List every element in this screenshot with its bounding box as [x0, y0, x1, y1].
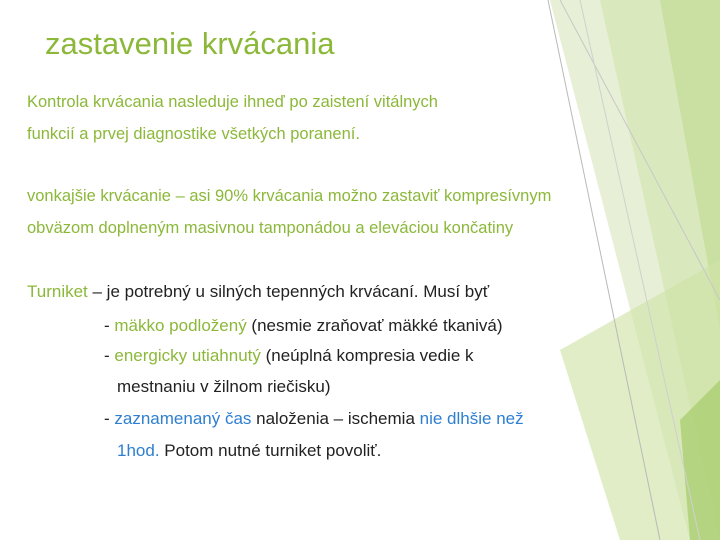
list-item-limit: 1hod. [117, 441, 160, 460]
slide-title: zastavenie krvácania [45, 26, 335, 61]
list-item-continuation [117, 377, 331, 397]
list-item-limit: nie dlhšie než [419, 409, 524, 428]
list-item-key: energicky utiahnutý [114, 346, 261, 365]
turniket-line [27, 282, 489, 302]
list-item-tightened [104, 346, 474, 366]
list-dash: - [104, 346, 115, 365]
list-item-key: mäkko podložený [114, 316, 247, 335]
list-item-text: mestnaniu v žilnom riečisku) [117, 377, 331, 396]
list-item-text: (nesmie zraňovať mäkké tkanivá) [246, 316, 503, 335]
paragraph1-line2: funkcií a prvej diagnostike všetkých poranení. [27, 125, 360, 143]
list-dash: - [104, 316, 115, 335]
list-dash: - [104, 409, 115, 428]
turniket-text: – je potrebný u silných tepenných krvácaní. Musí byť [87, 282, 490, 301]
list-item-text: (neúplná kompresia vedie k [260, 346, 474, 365]
paragraph2-line1: vonkajšie krvácanie – asi 90% krvácania možno zastaviť kompresívnym [27, 187, 552, 205]
list-item-padded [104, 316, 503, 336]
paragraph2-line2: obväzom doplneným masivnou tamponádou a eleváciou končatiny [27, 219, 514, 237]
paragraph1-line1: Kontrola krvácania nasleduje ihneď po zaistení vitálnych [27, 93, 438, 111]
list-item-text: naloženia – ischemia [251, 409, 420, 428]
turniket-word: Turniket [27, 282, 88, 301]
list-item-text: Potom nutné turniket povoliť. [159, 441, 382, 460]
list-item-time-continuation [117, 441, 381, 461]
list-item-key: zaznamenaný čas [114, 409, 252, 428]
list-item-time [104, 409, 524, 429]
